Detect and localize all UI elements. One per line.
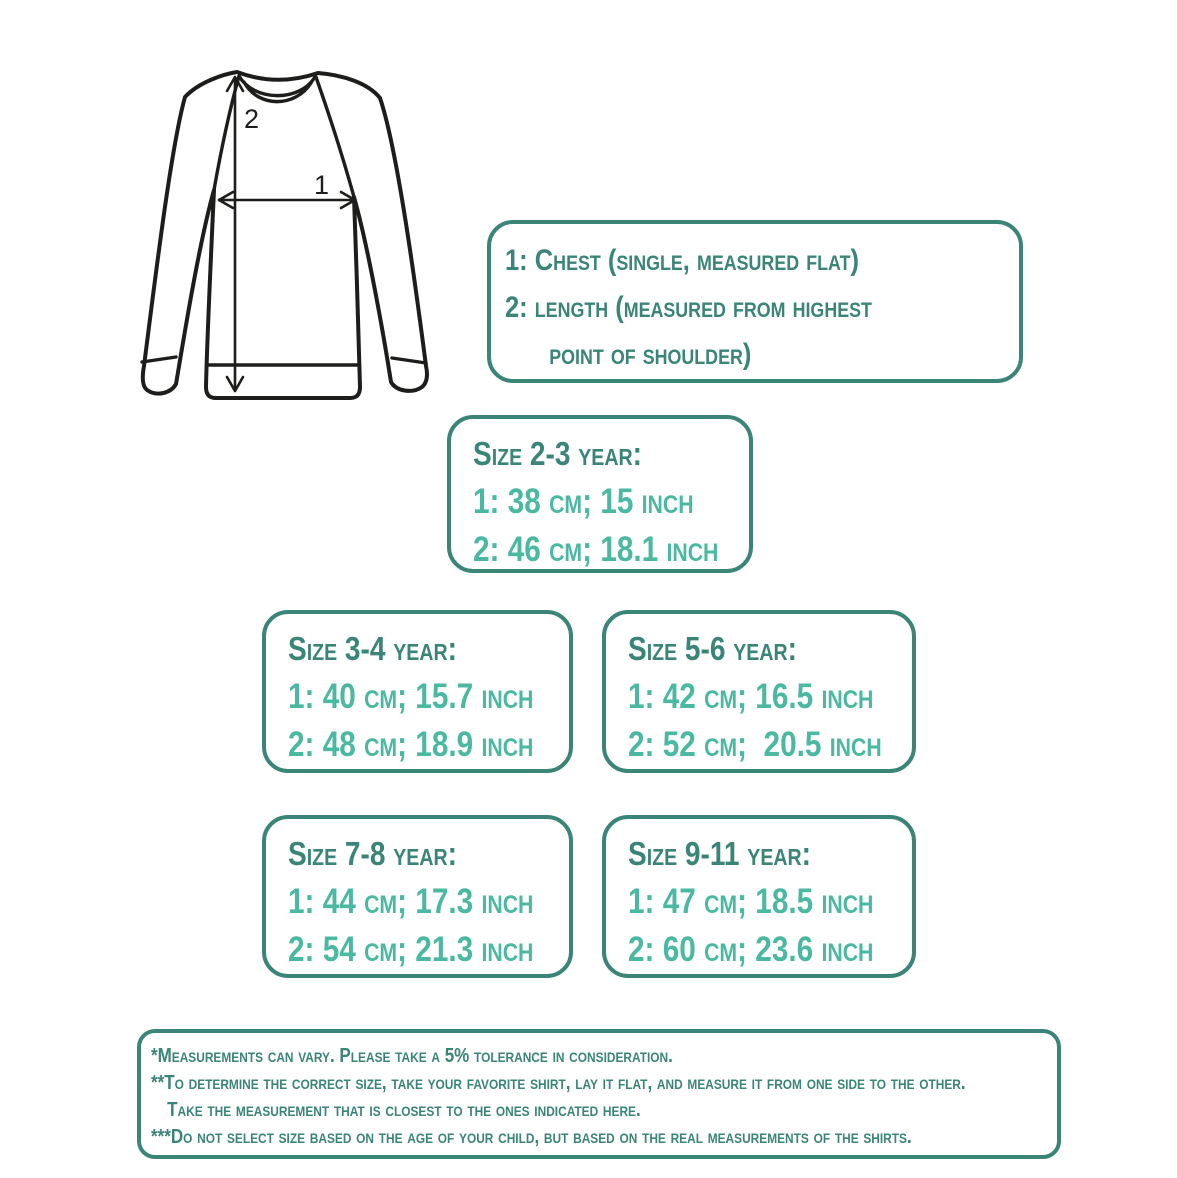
size-length-value: 2: 46 cm; 18.1 inch — [473, 530, 719, 569]
size-chest-value: 1: 47 cm; 18.5 inch — [628, 882, 874, 921]
length-arrow-label: 2 — [244, 104, 260, 134]
note-line-age-warning: ***Do not select size based on the age of your child, but based on the real measurements of the shirts. — [151, 1126, 912, 1148]
size-chest-value: 1: 42 cm; 16.5 inch — [628, 677, 874, 716]
size-box-3-4-year — [262, 610, 573, 773]
size-title: Size 3-4 year: — [288, 630, 457, 667]
legend-line-length-cont: point of shoulder) — [549, 338, 752, 371]
size-chest-value: 1: 40 cm; 15.7 inch — [288, 677, 534, 716]
size-chest-value: 1: 38 cm; 15 inch — [473, 482, 694, 521]
size-box-7-8-year — [262, 815, 573, 978]
size-box-5-6-year — [602, 610, 916, 773]
chest-arrow-label: 1 — [314, 170, 330, 200]
note-line-how-to-measure-cont: Take the measurement that is closest to the ones indicated here. — [167, 1099, 641, 1121]
size-title: Size 9-11 year: — [628, 835, 811, 872]
legend-line-chest: 1: Chest (single, measured flat) — [505, 244, 859, 277]
size-box-2-3-year — [447, 415, 753, 573]
size-length-value: 2: 48 cm; 18.9 inch — [288, 725, 534, 764]
notes-box — [137, 1029, 1061, 1159]
size-chest-value: 1: 44 cm; 17.3 inch — [288, 882, 534, 921]
sweater-diagram — [128, 50, 486, 432]
legend-line-length: 2: length (measured from highest — [505, 291, 872, 324]
sweater-outline — [143, 72, 427, 398]
note-line-how-to-measure: **To determine the correct size, take your favorite shirt, lay it flat, and measure it from one side to the other. — [151, 1072, 966, 1094]
size-title: Size 2-3 year: — [473, 435, 642, 472]
size-length-value: 2: 60 cm; 23.6 inch — [628, 930, 874, 969]
size-box-9-11-year — [602, 815, 916, 978]
note-line-tolerance: *Measurements can vary. Please take a 5% tolerance in consideration. — [151, 1045, 673, 1067]
size-length-value: 2: 54 cm; 21.3 inch — [288, 930, 534, 969]
size-title: Size 5-6 year: — [628, 630, 797, 667]
size-length-value: 2: 52 cm; 20.5 inch — [628, 725, 882, 764]
size-title: Size 7-8 year: — [288, 835, 457, 872]
measurement-legend-box — [487, 220, 1023, 383]
